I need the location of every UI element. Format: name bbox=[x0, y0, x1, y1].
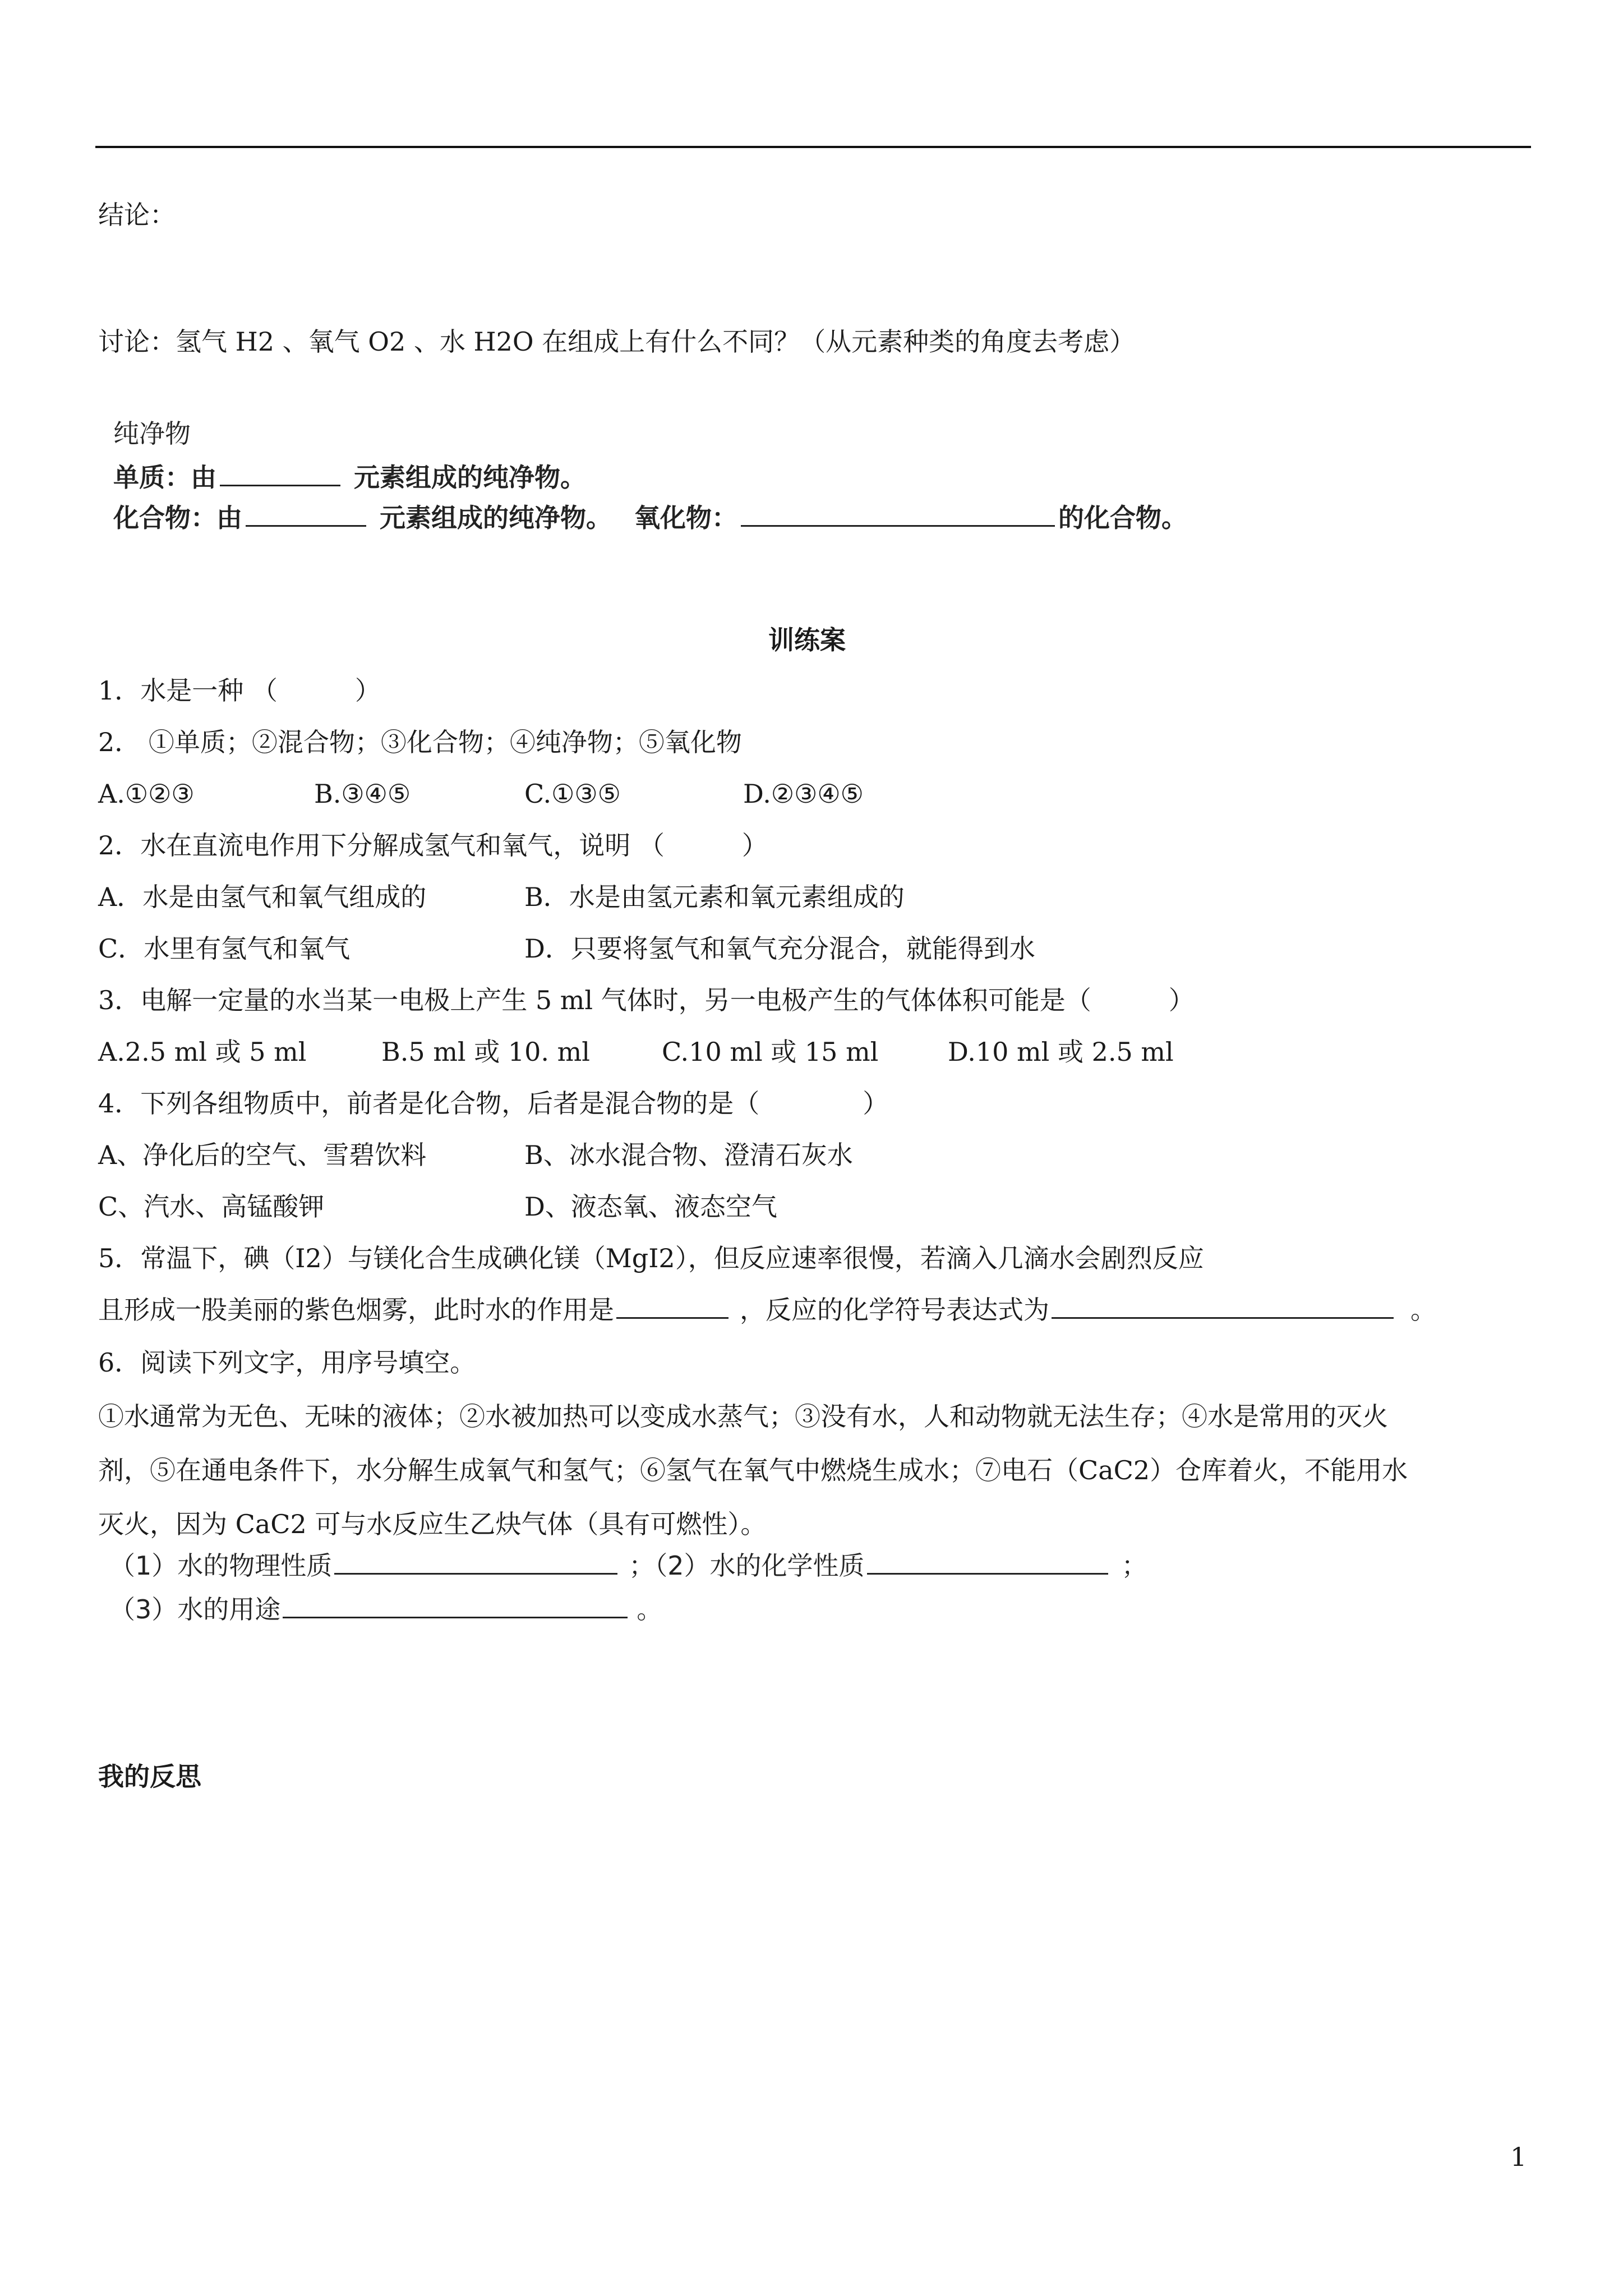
option-c: C.①③⑤ bbox=[524, 779, 621, 809]
water-role-blank[interactable] bbox=[616, 1292, 728, 1319]
option-b: B.③④⑤ bbox=[314, 779, 411, 809]
question-6: 6．阅读下列文字，用序号填空。 bbox=[98, 1347, 476, 1378]
physical-property-blank[interactable] bbox=[334, 1548, 617, 1575]
option-b: B.5 ml 或 10. ml bbox=[381, 1037, 590, 1067]
simple-prefix: 单质：由 bbox=[113, 462, 216, 493]
p1-end: ； bbox=[629, 1550, 655, 1581]
option-d: D、液态氧、液态空气 bbox=[524, 1191, 777, 1222]
discussion-question: 讨论：氢气 H2 、氧气 O2 、水 H2O 在组成上有什么不同？（从元素种类的角度去考虑） bbox=[98, 326, 1136, 357]
physical-property-line bbox=[109, 1548, 1147, 1583]
option-a: A、净化后的空气、雪碧饮料 bbox=[98, 1140, 427, 1170]
option-c: C．水里有氢气和氧气 bbox=[98, 933, 351, 964]
conclusion-label: 结论： bbox=[98, 200, 176, 230]
question-4: 4．下列各组物质中，前者是化合物，后者是混合物的是（ ） bbox=[98, 1088, 889, 1119]
equation-blank[interactable] bbox=[1052, 1292, 1394, 1319]
option-c: C.10 ml 或 15 ml bbox=[662, 1037, 879, 1067]
question-5-line-1: 5．常温下，碘（I2）与镁化合生成碘化镁（MgI2），但反应速率很慢，若滴入几滴水会剧烈反应 bbox=[98, 1243, 1204, 1273]
use-line bbox=[109, 1592, 662, 1627]
option-d: D．只要将氢气和氧气充分混合，就能得到水 bbox=[524, 933, 1035, 964]
p3-end: 。 bbox=[637, 1594, 663, 1625]
simple-blank[interactable] bbox=[220, 460, 340, 486]
p3-label: （3）水的用途 bbox=[109, 1594, 281, 1625]
simple-suffix: 元素组成的纯净物。 bbox=[354, 462, 586, 493]
question-5-line-2 bbox=[98, 1292, 1436, 1327]
compound-blank[interactable] bbox=[246, 500, 366, 527]
compound-suffix: 元素组成的纯净物。 bbox=[380, 503, 612, 533]
oxide-blank[interactable] bbox=[741, 500, 1055, 527]
compound-line bbox=[113, 500, 1187, 535]
p2-end: ； bbox=[1121, 1550, 1147, 1581]
option-a: A.①②③ bbox=[98, 779, 195, 809]
page-number: 1 bbox=[1510, 2142, 1527, 2172]
option-d: D.②③④⑤ bbox=[743, 779, 864, 809]
header-rule bbox=[95, 146, 1531, 148]
p1-label: （1）水的物理性质 bbox=[109, 1550, 333, 1581]
compound-prefix: 化合物：由 bbox=[113, 503, 242, 533]
q5-text-c: 。 bbox=[1410, 1295, 1436, 1325]
option-d: D.10 ml 或 2.5 ml bbox=[948, 1037, 1174, 1067]
question-2: 2．水在直流电作用下分解成氢气和氧气，说明 （ ） bbox=[98, 830, 768, 861]
question-1: 1．水是一种 （ ） bbox=[98, 675, 381, 706]
option-c: C、汽水、高锰酸钾 bbox=[98, 1191, 325, 1222]
oxide-suffix: 的化合物。 bbox=[1058, 503, 1187, 533]
chemical-property-blank[interactable] bbox=[867, 1548, 1108, 1575]
option-a: A．水是由氢气和氧气组成的 bbox=[98, 882, 427, 912]
option-a: A.2.5 ml 或 5 ml bbox=[98, 1037, 307, 1067]
p2-label: （2）水的化学性质 bbox=[654, 1550, 865, 1581]
use-blank[interactable] bbox=[283, 1592, 628, 1618]
q6-text-line-1: ①水通常为无色、无味的液体；②水被加热可以变成水蒸气；③没有水，人和动物就无法生存；④水是常用的灭火 bbox=[98, 1401, 1388, 1432]
q6-text-line-3: 灭火，因为 CaC2 可与水反应生乙炔气体（具有可燃性）。 bbox=[98, 1509, 767, 1539]
q6-text-line-2: 剂，⑤在通电条件下，水分解生成氧气和氢气；⑥氢气在氧气中燃烧生成水；⑦电石（CaC2）仓库着火，不能用水 bbox=[98, 1455, 1408, 1485]
summary-heading: 纯净物 bbox=[113, 418, 191, 449]
oxide-prefix: 氧化物： bbox=[634, 503, 737, 533]
section-title: 训练案 bbox=[768, 625, 846, 655]
q5-text-b: ，反应的化学符号表达式为 bbox=[740, 1295, 1049, 1325]
question-3: 3．电解一定量的水当某一电极上产生 5 ml 气体时，另一电极产生的气体体积可能是（ ） bbox=[98, 985, 1195, 1015]
q5-text-a: 且形成一股美丽的紫色烟雾，此时水的作用是 bbox=[98, 1295, 614, 1325]
reflection-heading: 我的反思 bbox=[98, 1761, 201, 1792]
simple-substance-line bbox=[113, 460, 586, 495]
option-b: B、冰水混合物、澄清石灰水 bbox=[524, 1140, 853, 1170]
option-b: B．水是由氢元素和氧元素组成的 bbox=[524, 882, 905, 912]
question-1-items: 2． ①单质；②混合物；③化合物；④纯净物；⑤氧化物 bbox=[98, 727, 742, 757]
